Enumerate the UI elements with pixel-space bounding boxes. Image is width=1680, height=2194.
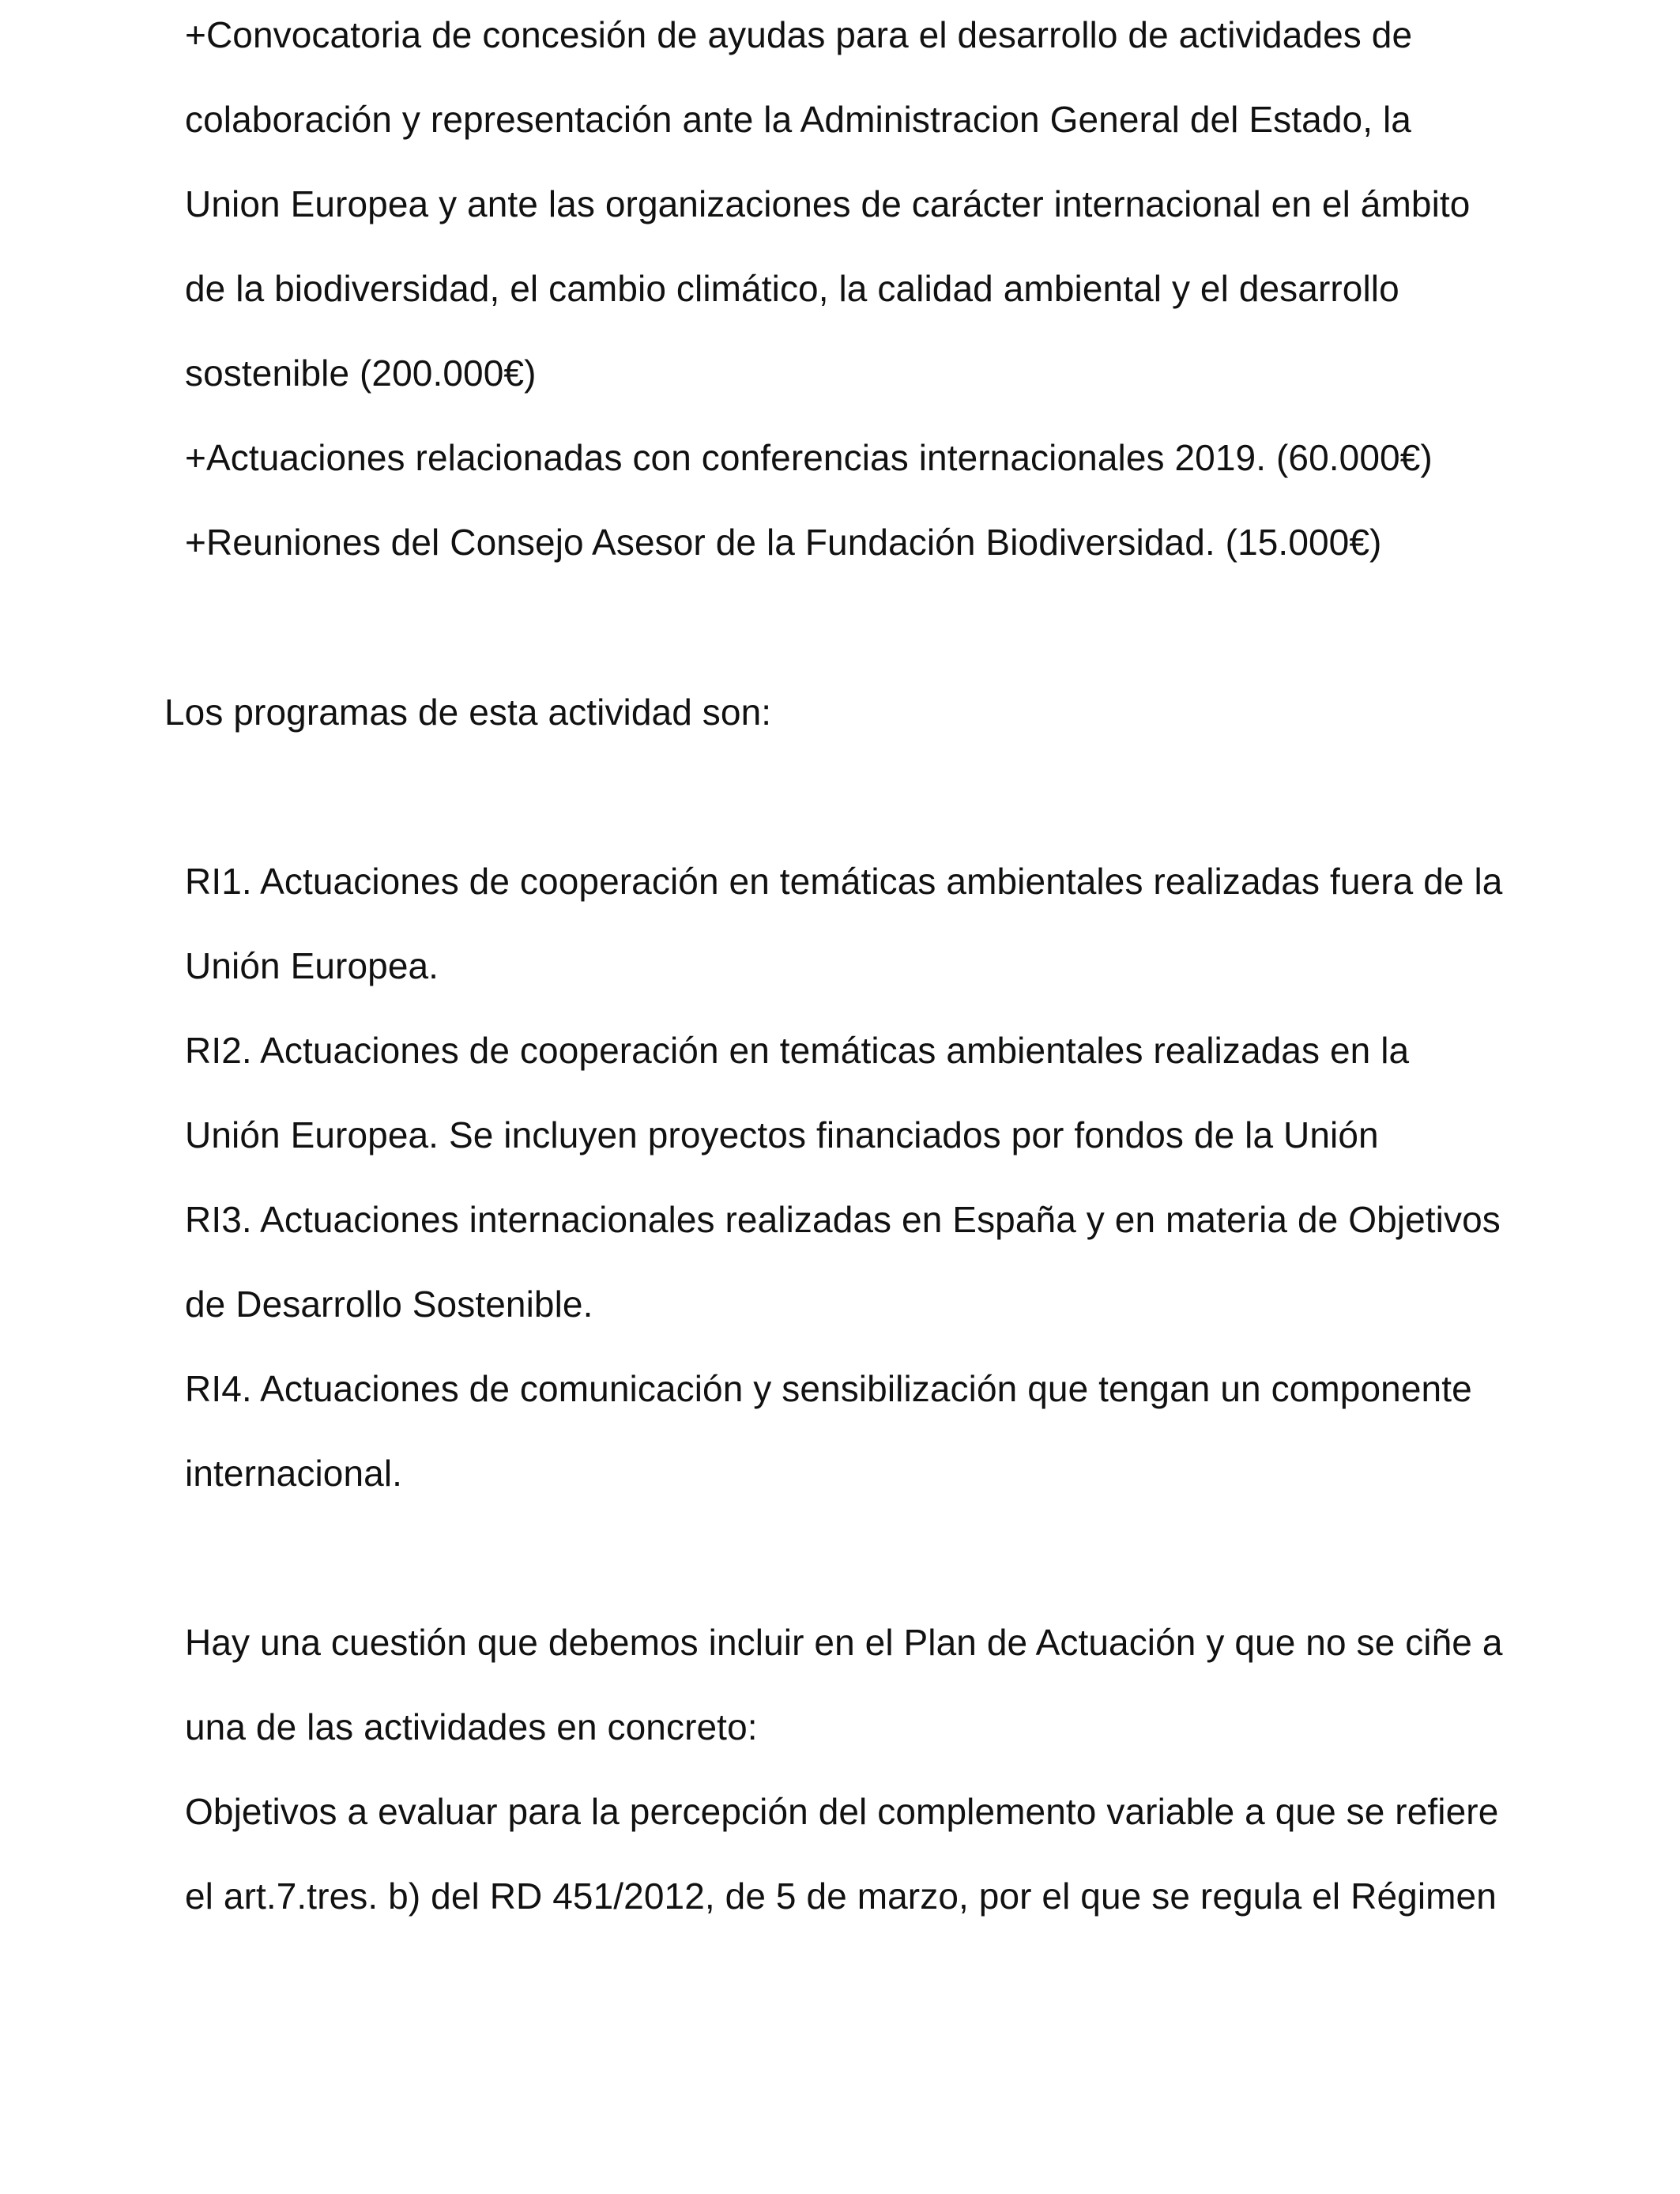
intro-item-2-line-1: +Actuaciones relacionadas con conferencias internacionales 2019. (60.000€) xyxy=(185,437,1433,478)
closing-paragraph-line-1: Hay una cuestión que debemos incluir en el Plan de Actuación y que no se ciñe a xyxy=(185,1622,1503,1663)
program-ri4-line-2: internacional. xyxy=(185,1453,403,1494)
intro-item-1-line-3: Union Europea y ante las organizaciones de carácter internacional en el ámbito xyxy=(185,183,1471,224)
program-ri1-line-1: RI1. Actuaciones de cooperación en temáticas ambientales realizadas fuera de la xyxy=(185,861,1503,902)
closing-paragraph-line-2: una de las actividades en concreto: xyxy=(185,1706,758,1747)
program-ri3-line-2: de Desarrollo Sostenible. xyxy=(185,1284,593,1325)
program-ri1-line-2: Unión Europea. xyxy=(185,945,439,986)
programs-heading: Los programas de esta actividad son: xyxy=(164,692,772,733)
program-ri2-line-2: Unión Europea. Se incluyen proyectos financiados por fondos de la Unión xyxy=(185,1114,1379,1155)
intro-item-1-line-1: +Convocatoria de concesión de ayudas para el desarrollo de actividades de xyxy=(185,14,1413,55)
intro-item-1-line-2: colaboración y representación ante la Administracion General del Estado, la xyxy=(185,99,1411,140)
closing-paragraph-line-3: Objetivos a evaluar para la percepción del complemento variable a que se refiere xyxy=(185,1791,1499,1832)
closing-paragraph-line-4: el art.7.tres. b) del RD 451/2012, de 5 de marzo, por el que se regula el Régimen xyxy=(185,1875,1497,1917)
program-ri4-line-1: RI4. Actuaciones de comunicación y sensibilización que tengan un componente xyxy=(185,1368,1472,1409)
intro-item-1-line-4: de la biodiversidad, el cambio climático, la calidad ambiental y el desarrollo xyxy=(185,268,1399,309)
program-ri3-line-1: RI3. Actuaciones internacionales realizadas en España y en materia de Objetivos xyxy=(185,1199,1501,1240)
intro-item-3-line-1: +Reuniones del Consejo Asesor de la Fundación Biodiversidad. (15.000€) xyxy=(185,522,1382,563)
program-ri2-line-1: RI2. Actuaciones de cooperación en temáticas ambientales realizadas en la xyxy=(185,1030,1410,1071)
intro-item-1-line-5: sostenible (200.000€) xyxy=(185,352,537,394)
